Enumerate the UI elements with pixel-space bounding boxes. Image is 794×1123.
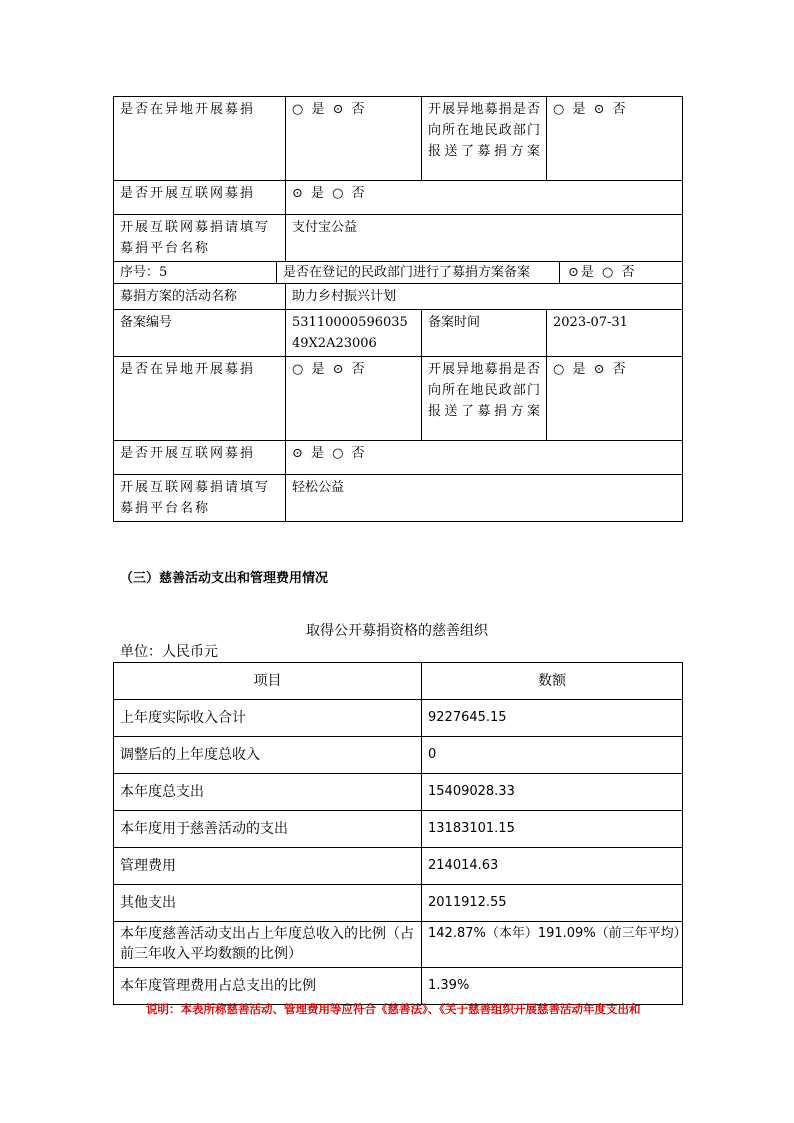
amount-value: 214014.63: [422, 848, 683, 885]
amount-value: 9227645.15: [422, 700, 683, 737]
radio-answer: ○ 是 ⊙ 否: [547, 357, 683, 441]
filing-date: 2023-07-31: [547, 310, 683, 357]
expenditure-table: [113, 662, 687, 1005]
filing-question: 是否在登记的民政部门进行了募捐方案备案: [277, 262, 560, 283]
table-header-row: [114, 663, 683, 700]
radio-answer: ○ 是 ⊙ 否: [286, 97, 422, 181]
table-row: [114, 700, 683, 737]
amount-value: 2011912.55: [422, 885, 683, 922]
row-label: 是否开展互联网募捐: [114, 181, 286, 215]
amount-value: 1.39%: [422, 968, 683, 1005]
row-label: 是否在异地开展募捐: [114, 97, 286, 181]
activity-name: 助力乡村振兴计划: [286, 284, 683, 310]
table-row: [114, 737, 683, 774]
column-header-amount: 数额: [422, 663, 683, 700]
item-label: 管理费用: [114, 848, 422, 885]
item-label: 调整后的上年度总收入: [114, 737, 422, 774]
amount-value: 15409028.33: [422, 774, 683, 811]
column-header-item: 项目: [114, 663, 422, 700]
section-title: （三）慈善活动支出和管理费用情况: [120, 571, 329, 586]
row-label: 是否开展互联网募捐: [114, 441, 286, 475]
fundraising-plan-table: [113, 96, 683, 522]
amount-value: 13183101.15: [422, 811, 683, 848]
table-row: [114, 357, 683, 441]
row-label: 募捐方案的活动名称: [114, 284, 286, 310]
row-label: 备案时间: [422, 310, 547, 357]
footnote: 说明：本表所称慈善活动、管理费用等应符合《慈善法》、《关于慈善组织开展慈善活动年度支出和: [146, 1002, 641, 1016]
table-row: [114, 441, 683, 475]
radio-answer: ⊙ 是 ○ 否: [286, 181, 683, 215]
unit-label: 单位：人民币元: [120, 644, 218, 660]
filing-number: 5311000059603549X2A23006: [286, 310, 422, 357]
table-row: [114, 262, 683, 284]
item-label: 本年度用于慈善活动的支出: [114, 811, 422, 848]
radio-answer: ○ 是 ⊙ 否: [286, 357, 422, 441]
item-label: 本年度总支出: [114, 774, 422, 811]
table-row: [114, 97, 683, 181]
table-row: [114, 215, 683, 262]
radio-answer: ○ 是 ⊙ 否: [547, 97, 683, 181]
table-row: [114, 922, 683, 968]
row-label: 开展互联网募捐请填写募捐平台名称: [114, 475, 286, 522]
row-label: 是否在异地开展募捐: [114, 357, 286, 441]
row-label: 开展互联网募捐请填写募捐平台名称: [114, 215, 286, 262]
row-label: 开展异地募捐是否向所在地民政部门报送了募捐方案: [422, 357, 547, 441]
platform-name: 支付宝公益: [286, 215, 683, 262]
amount-value: 142.87%（本年）191.09%（前三年平均）: [422, 922, 683, 968]
radio-answer: ⊙ 是 ○ 否: [286, 441, 683, 475]
table-row: [114, 310, 683, 357]
item-label: 本年度慈善活动支出占上年度总收入的比例（占前三年收入平均数额的比例）: [114, 922, 422, 968]
radio-answer: ⊙是 ○ 否: [568, 265, 637, 280]
row-label: 备案编号: [114, 310, 286, 357]
table-row: [114, 475, 683, 522]
sequence-number: 序号：5: [114, 262, 277, 283]
table-title: 取得公开募捐资格的慈善组织: [306, 623, 488, 639]
row-label: 开展异地募捐是否向所在地民政部门报送了募捐方案: [422, 97, 547, 181]
item-label: 本年度管理费用占总支出的比例: [114, 968, 422, 1005]
table-row: [114, 774, 683, 811]
amount-value: 0: [422, 737, 683, 774]
table-row: [114, 284, 683, 310]
table-row: [114, 968, 683, 1005]
item-label: 其他支出: [114, 885, 422, 922]
item-label: 上年度实际收入合计: [114, 700, 422, 737]
table-row: [114, 811, 683, 848]
table-row: [114, 885, 683, 922]
platform-name: 轻松公益: [286, 475, 683, 522]
table-row: [114, 848, 683, 885]
table-row: [114, 181, 683, 215]
